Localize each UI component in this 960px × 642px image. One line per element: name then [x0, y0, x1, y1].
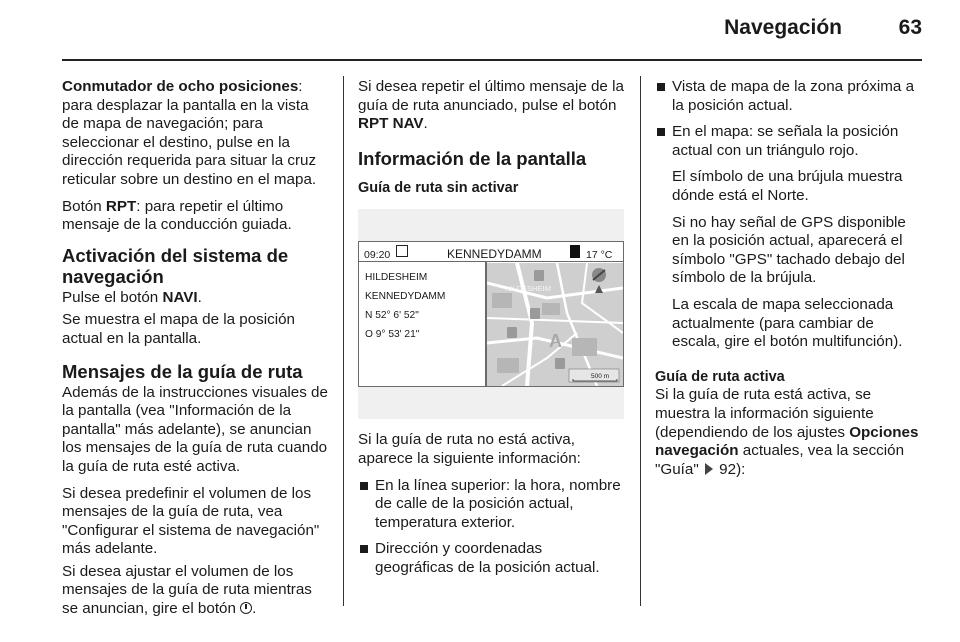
bullet-map-view: Vista de mapa de la zona próxima a la posición actual. — [655, 78, 925, 115]
nav-city: HILDESHEIM — [365, 272, 428, 284]
column-divider-2 — [640, 76, 641, 606]
nav-display — [358, 241, 624, 387]
paragraph-preset-volume: Si desea predefinir el volumen de los mensajes de la guía de ruta, vea "Configurar el sistema de navegación" más adelante. — [62, 484, 320, 558]
column-3 — [655, 78, 925, 487]
map-scale-label: 500 m — [591, 373, 610, 381]
knob-icon — [240, 602, 252, 614]
nav-compass-icon — [396, 245, 408, 257]
thermometer-icon — [570, 245, 580, 258]
heading-route-messages: Mensajes de la guía de ruta — [62, 360, 303, 382]
bullet-map-position: En el mapa: se señala la posición actual con un triángulo rojo. — [655, 123, 925, 160]
column-divider-1 — [343, 76, 344, 606]
header-rule — [62, 59, 922, 61]
heading-activation: Activación del sistema de navegación — [62, 244, 289, 287]
sub-gps: Si no hay señal de GPS disponible en la posición actual, aparecerá el símbolo "GPS" tachado debajo del símbolo de la brújula. — [672, 213, 906, 287]
column-1 — [62, 78, 328, 627]
nav-status-bar — [359, 242, 623, 262]
heading-route-inactive: Guía de ruta sin activar — [358, 179, 519, 196]
heading-screen-info: Información de la pantalla — [358, 147, 587, 169]
paragraph-voice-messages: Además de la instrucciones visuales de la pantalla (vea "Información de la pantalla" más adelante), se anuncian los mensajes de la guía de ruta cuando la guía de ruta esté activa. — [62, 383, 328, 475]
nav-position-info — [365, 268, 445, 344]
map-marker-label: A — [549, 331, 562, 352]
paragraph-active-info: Si la guía de ruta está activa, se muestra la información siguiente (dependiendo de los ajustes Opciones navegación actuales, vea la sección "Guía" 92): — [655, 386, 919, 478]
navigation-screen-figure — [358, 209, 624, 419]
column-2 — [358, 78, 624, 586]
heading-route-active: Guía de ruta activa — [655, 368, 785, 385]
bullet-address-coordinates: Dirección y coordenadas geográficas de la posición actual. — [358, 540, 624, 577]
paragraph-navi-button: Pulse el botón NAVI. — [62, 288, 202, 306]
nav-outside-temp: 17 °C — [586, 249, 613, 262]
paragraph-adjust-volume: Si desea ajustar el volumen de los mensajes de la guía de ruta mientras se anuncian, gire el botón . — [62, 562, 312, 618]
nav-map-graphic — [487, 263, 623, 386]
nav-latitude: N 52° 6' 52" — [365, 310, 419, 322]
nav-current-street: KENNEDYDAMM — [447, 247, 542, 262]
sub-compass: El símbolo de una brújula muestra dónde está el Norte. — [672, 168, 903, 204]
paragraph-rpt-button: Botón RPT: para repetir el último mensaje de la conducción guiada. — [62, 197, 292, 234]
paragraph-inactive-info: Si la guía de ruta no está activa, aparece la siguiente información: — [358, 431, 581, 467]
nav-street: KENNEDYDAMM — [365, 291, 446, 303]
nav-longitude: O 9° 53' 21" — [365, 329, 420, 341]
page-ref-arrow-icon — [705, 463, 713, 475]
nav-map — [487, 263, 623, 386]
paragraph-repeat-message: Si desea repetir el último mensaje de la guía de ruta anunciado, pulse el botón RPT NAV. — [358, 78, 624, 133]
page-header-title: Navegación — [724, 16, 842, 39]
paragraph-eight-way-switch: Conmutador de ocho posiciones: para desplazar la pantalla en la vista de mapa de navegación; para seleccionar el destino, pulse en la dirección requerida para situar la cruz reticular sobre un destino en el mapa. — [62, 78, 317, 188]
nav-time: 09:20 — [364, 249, 391, 262]
page-number: 63 — [898, 16, 922, 39]
bullet-top-line: En la línea superior: la hora, nombre de calle de la posición actual, temperatura exterior. — [358, 477, 624, 533]
paragraph-map-shown: Se muestra el mapa de la posición actual en la pantalla. — [62, 311, 296, 347]
map-city-label: HILDESHEIM — [505, 284, 551, 294]
sub-scale: La escala de mapa seleccionada actualmente (para cambiar de escala, gire el botón multifunción). — [672, 295, 903, 351]
